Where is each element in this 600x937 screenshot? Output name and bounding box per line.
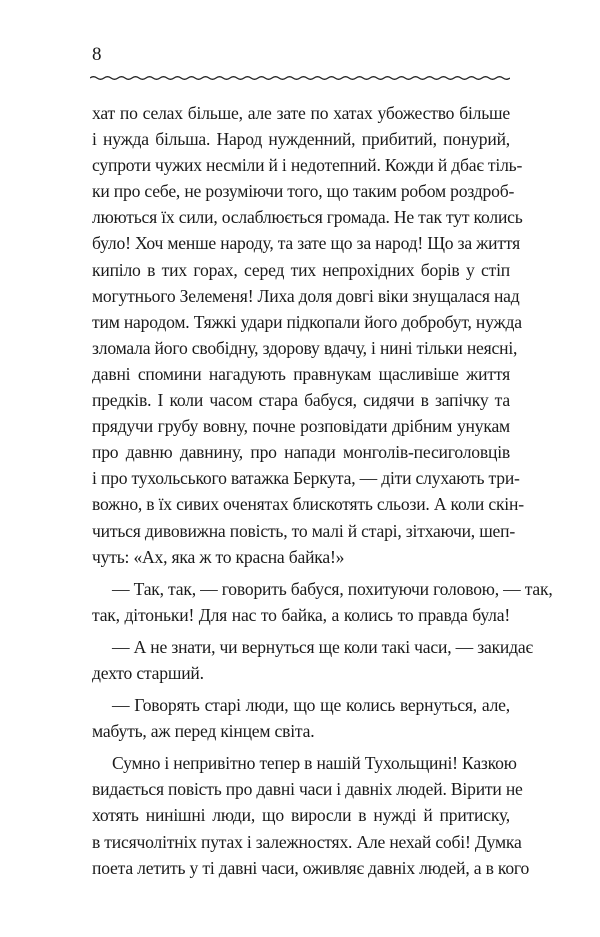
text-line: вожно, в їх сивих оченятах блискотять сльози. А коли скін-: [92, 494, 524, 515]
text-line: — А не знати, чи вернуться ще коли такі часи, — закидає: [112, 636, 533, 657]
text-line: читься дивовижна повість, то малі й старі, зітхаючи, шеп-: [92, 520, 516, 541]
text-line: — Так, так, — говорить бабуся, похитуючи головою, — так,: [112, 578, 553, 599]
text-line: могутнього Зелеменя! Лиха доля довгі віки знущалася над: [92, 285, 520, 306]
text-line: було! Хоч менше народу, та зате що за народ! Що за життя: [92, 233, 520, 254]
text-line: дехто старший.: [92, 662, 204, 683]
text-line: мабуть, аж перед кінцем світа.: [92, 721, 315, 742]
text-line: кипіло в тих горах, серед тих непрохідних борів у стіп: [92, 259, 510, 280]
text-line: — Говорять старі люди, що ще колись вернуться, але,: [112, 695, 510, 716]
text-line: і про тухольського ватажка Беркута, — діти слухають три-: [92, 468, 520, 489]
text-line: ки про себе, не розуміючи того, що таким робом роздроб-: [92, 181, 515, 202]
text-line: поета летить у ті давні часи, оживляє давніх людей, а в кого: [92, 857, 530, 878]
text-line: про давню давнину, про напади монголів-песиголовців: [92, 442, 510, 463]
text-line: тим народом. Тяжкі удари підкопали його добробут, нужда: [92, 311, 522, 332]
page-number: 8: [92, 44, 102, 65]
text-line: чуть: «Ах, яка ж то красна байка!»: [92, 546, 345, 567]
text-line: зломала його свобідну, здорову вдачу, і нині тільки неясні,: [92, 337, 518, 358]
wavy-divider: [90, 72, 510, 84]
text-line: видається повість про давні часи і давніх людей. Вірити не: [92, 779, 523, 800]
text-line: і нужда більша. Народ нужденний, прибитий, понурий,: [92, 129, 510, 150]
text-line: супроти чужих несміли й і недотепний. Кожди й дбає тіль-: [92, 155, 523, 176]
text-line: так, дітоньки! Для нас то байка, а колись то правда була!: [92, 604, 510, 625]
text-line: предків. І коли часом стара бабуся, сидячи в запічку та: [92, 390, 510, 411]
text-line: давні спомини нагадують правнукам щасливіше життя: [92, 363, 510, 384]
text-line: прядучи грубу вовну, почне розповідати дрібним унукам: [92, 416, 510, 437]
text-line: хат по селах більше, але зате по хатах убожество більше: [92, 103, 510, 123]
text-line: хотять нинішні люди, що виросли в нужді й притиску,: [92, 805, 510, 826]
body-text: [92, 100, 553, 881]
text-line: в тисячолітніх путах і залежностях. Але нехай собі! Думка: [92, 831, 522, 852]
text-line: люються їх сили, ослаблюється громада. Не так тут колись: [92, 207, 523, 228]
text-line: Сумно і непривітно тепер в нашій Тухольщині! Казкою: [112, 753, 517, 774]
